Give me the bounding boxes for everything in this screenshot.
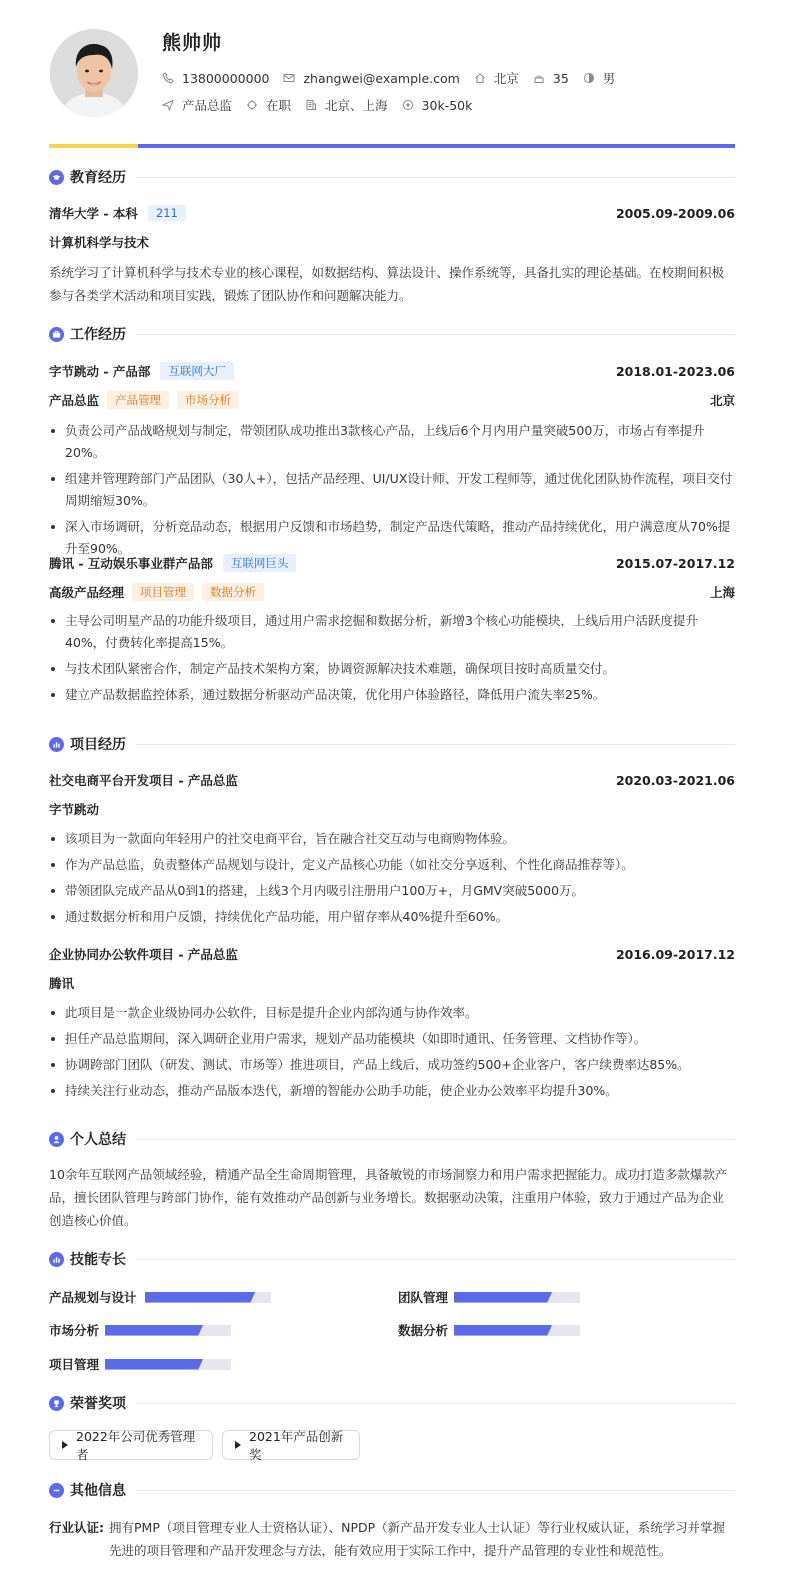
- list-item: 作为产品总监，负责整体产品规划与设计，定义产品核心功能（如社交分享返利、个性化商品推荐等）。: [49, 854, 735, 876]
- list-item: 建立产品数据监控体系，通过数据分析驱动产品决策，优化用户体验路径，降低用户流失率25%。: [49, 684, 735, 706]
- honor-chip: [49, 1430, 213, 1460]
- info-icon: [49, 1483, 64, 1498]
- project-company-row: [49, 800, 735, 818]
- bar-chart-icon: [49, 1252, 64, 1267]
- skill-bar: [454, 1292, 580, 1303]
- job-title: 产品总监: [49, 393, 100, 408]
- honor-chip: [222, 1430, 360, 1460]
- school-tag: 211: [148, 205, 186, 221]
- age-text: 35: [552, 70, 569, 86]
- work-bullets: [49, 420, 735, 564]
- divider-blue: [138, 144, 735, 148]
- city-text: 北京: [493, 71, 519, 86]
- skill-name: 数据分析: [398, 1323, 449, 1338]
- section-rule: [136, 1490, 735, 1491]
- skill-item: [49, 1288, 271, 1306]
- user-icon: [49, 1132, 64, 1147]
- section-other: [49, 1479, 735, 1501]
- summary-text: 10余年互联网产品领域经验，精通产品全生命周期管理，具备敏锐的市场洞察力和用户需求把握能力。成功打造多款爆款产品，擅长团队管理与跨部门协作，能有效推动产品创新与业务增长。数据驱动决策，注重用户体验，致力于通过产品为企业创造核心价值。: [49, 1167, 728, 1228]
- target-city-item: [305, 96, 388, 114]
- skill-item: [49, 1355, 231, 1373]
- project-bullets: [49, 828, 735, 932]
- header-divider: [49, 144, 735, 148]
- skill-tag: 市场分析: [177, 391, 239, 409]
- work-date: 2018.01-2023.06: [615, 363, 735, 379]
- list-item: 组建并管理跨部门产品团队（30人+），包括产品经理、UI/UX设计师、开发工程师等，通过优化团队协作流程，项目交付周期缩短30%。: [49, 468, 735, 512]
- salary-item: [402, 98, 473, 113]
- skill-fill: [105, 1325, 203, 1336]
- work-location: 北京: [709, 393, 735, 408]
- status-item: [246, 96, 291, 114]
- list-item: 协调跨部门团队（研发、测试、市场等）推进项目，产品上线后，成功签约500+企业客户，客户续费率达85%。: [49, 1054, 735, 1076]
- list-item: 担任产品总监期间，深入调研企业用户需求，规划产品功能模块（如即时通讯、任务管理、文档协作等）。: [49, 1028, 735, 1050]
- job-title: 高级产品经理: [49, 585, 125, 600]
- phone-item: [162, 71, 269, 86]
- skill-bar: [145, 1292, 271, 1303]
- list-item: 深入市场调研，分析竞品动态，根据用户反馈和市场趋势，制定产品迭代策略，推动产品持续优化，用户满意度从70%提升至90%。: [49, 516, 735, 560]
- skill-bar: [454, 1325, 580, 1336]
- chart-icon: [49, 737, 64, 752]
- major: 计算机科学与技术: [49, 235, 150, 250]
- work-bullets: [49, 610, 735, 710]
- list-item: 带领团队完成产品从0到1的搭建，上线3个月内吸引注册用户100万+，月GMV突破5000万。: [49, 880, 735, 902]
- section-title: 荣誉奖项: [70, 1396, 126, 1412]
- education-date: 2005.09-2009.06: [615, 205, 735, 221]
- education-major-row: [49, 233, 735, 251]
- company-tag: 互联网大厂: [160, 362, 234, 380]
- project-bullets: [49, 1002, 735, 1106]
- play-icon: [62, 1441, 68, 1449]
- skill-name: 团队管理: [398, 1290, 449, 1305]
- section-title: 技能专长: [70, 1252, 126, 1268]
- position-item: [162, 96, 232, 114]
- section-title: 教育经历: [70, 170, 126, 186]
- skill-fill: [145, 1292, 256, 1303]
- skill-name: 市场分析: [49, 1323, 100, 1338]
- skill-tag: 产品管理: [107, 391, 169, 409]
- graduation-cap-icon: [49, 170, 64, 185]
- coin-icon: [402, 99, 414, 111]
- section-education: [49, 166, 735, 188]
- gender-text: 男: [602, 71, 616, 86]
- target-city-text: 北京、上海: [325, 98, 388, 113]
- salary-text: 30k-50k: [421, 97, 473, 113]
- candidate-name: 熊帅帅: [162, 32, 223, 54]
- section-work: [49, 323, 735, 345]
- avatar: [50, 29, 138, 117]
- divider-yellow: [49, 144, 138, 148]
- skill-fill: [105, 1359, 203, 1370]
- section-summary: [49, 1128, 735, 1150]
- project-company: 字节跳动: [49, 802, 100, 817]
- phone-text: 13800000000: [182, 70, 270, 86]
- cake-icon: [533, 72, 545, 84]
- trophy-icon: [49, 1396, 64, 1411]
- building-icon: [305, 99, 317, 111]
- section-rule: [136, 334, 735, 335]
- section-title: 工作经历: [70, 327, 126, 343]
- other-label: 行业认证:: [49, 1520, 104, 1535]
- project-date: 2020.03-2021.06: [615, 772, 735, 788]
- list-item: 主导公司明星产品的功能升级项目，通过用户需求挖掘和数据分析，新增3个核心功能模块，上线后用户活跃度提升40%，付费转化率提高15%。: [49, 610, 735, 654]
- section-rule: [136, 177, 735, 178]
- section-honors: [49, 1392, 735, 1414]
- skill-bar: [105, 1325, 231, 1336]
- work-date: 2015.07-2017.12: [615, 555, 735, 571]
- project-header: [49, 945, 735, 963]
- gender-item: [583, 69, 616, 87]
- project-date: 2016.09-2017.12: [615, 946, 735, 962]
- education-description: 系统学习了计算机科学与技术专业的核心课程，如数据结构、算法设计、操作系统等，具备扎实的理论基础。在校期间积极参与各类学术活动和项目实践，锻炼了团队协作和问题解决能力。: [49, 265, 725, 303]
- skill-item: [398, 1288, 580, 1306]
- work-role-row: [49, 391, 735, 409]
- section-title: 项目经历: [70, 737, 126, 753]
- school-name: 清华大学 - 本科: [49, 206, 138, 221]
- briefcase-icon: [49, 327, 64, 342]
- gender-icon: [583, 72, 595, 84]
- email-text: zhangwei@example.com: [303, 70, 460, 86]
- project-name: 企业协同办公软件项目 - 产品总监: [49, 947, 238, 962]
- project-name: 社交电商平台开发项目 - 产品总监: [49, 773, 238, 788]
- company-tag: 互联网巨头: [223, 554, 297, 572]
- status-text: 在职: [266, 98, 292, 113]
- status-icon: [246, 99, 258, 111]
- contact-row: [162, 69, 629, 87]
- list-item: 该项目为一款面向年轻用户的社交电商平台，旨在融合社交互动与电商购物体验。: [49, 828, 735, 850]
- honor-text: 2022年公司优秀管理者: [76, 1429, 196, 1462]
- age-item: [533, 71, 569, 86]
- education-header: [49, 204, 735, 222]
- section-title: 其他信息: [70, 1483, 126, 1499]
- project-company: 腾讯: [49, 976, 75, 991]
- phone-icon: [162, 72, 174, 84]
- work-role-row: [49, 583, 735, 601]
- list-item: 此项目是一款企业级协同办公软件，目标是提升企业内部沟通与协作效率。: [49, 1002, 735, 1024]
- skill-fill: [454, 1325, 552, 1336]
- position-text: 产品总监: [182, 98, 233, 113]
- skill-bar: [105, 1359, 231, 1370]
- section-rule: [136, 1259, 735, 1260]
- section-title: 个人总结: [70, 1132, 126, 1148]
- section-rule: [136, 1139, 735, 1140]
- section-projects: [49, 733, 735, 755]
- work-location: 上海: [709, 585, 735, 600]
- skill-item: [49, 1321, 231, 1339]
- list-item: 通过数据分析和用户反馈，持续优化产品功能，用户留存率从40%提升至60%。: [49, 906, 735, 928]
- list-item: 持续关注行业动态，推动产品版本迭代，新增的智能办公助手功能，使企业办公效率平均提升30%。: [49, 1080, 735, 1102]
- home-icon: [474, 72, 486, 84]
- skill-tag: 数据分析: [202, 583, 264, 601]
- company-name: 字节跳动 - 产品部: [49, 364, 151, 379]
- other-text: 拥有PMP（项目管理专业人士资格认证）、NPDP（新产品开发专业人士认证）等行业权威认证，系统学习并掌握先进的项目管理和产品开发理念与方法，能有效应用于实际工作中，提升产品管理的专业性和规范性。: [109, 1520, 726, 1558]
- work-header: [49, 554, 735, 572]
- section-skills: [49, 1248, 735, 1270]
- job-intent-row: [162, 96, 486, 114]
- project-header: [49, 771, 735, 789]
- section-rule: [136, 1403, 735, 1404]
- work-header: [49, 362, 735, 380]
- skill-fill: [454, 1292, 552, 1303]
- list-item: 负责公司产品战略规划与制定，带领团队成功推出3款核心产品，上线后6个月内用户量突破500万，市场占有率提升20%。: [49, 420, 735, 464]
- mail-icon: [283, 72, 295, 84]
- send-icon: [162, 99, 174, 111]
- company-name: 腾讯 - 互动娱乐事业群产品部: [49, 556, 213, 571]
- skill-tag: 项目管理: [132, 583, 194, 601]
- skill-item: [398, 1321, 580, 1339]
- list-item: 与技术团队紧密合作，制定产品技术架构方案，协调资源解决技术难题，确保项目按时高质量交付。: [49, 658, 735, 680]
- city-item: [474, 69, 519, 87]
- section-rule: [136, 744, 735, 745]
- email-item: [283, 71, 459, 86]
- skill-name: 产品规划与设计: [49, 1290, 137, 1305]
- play-icon: [235, 1441, 241, 1449]
- honor-text: 2021年产品创新奖: [249, 1429, 344, 1462]
- skill-name: 项目管理: [49, 1357, 100, 1372]
- project-company-row: [49, 974, 735, 992]
